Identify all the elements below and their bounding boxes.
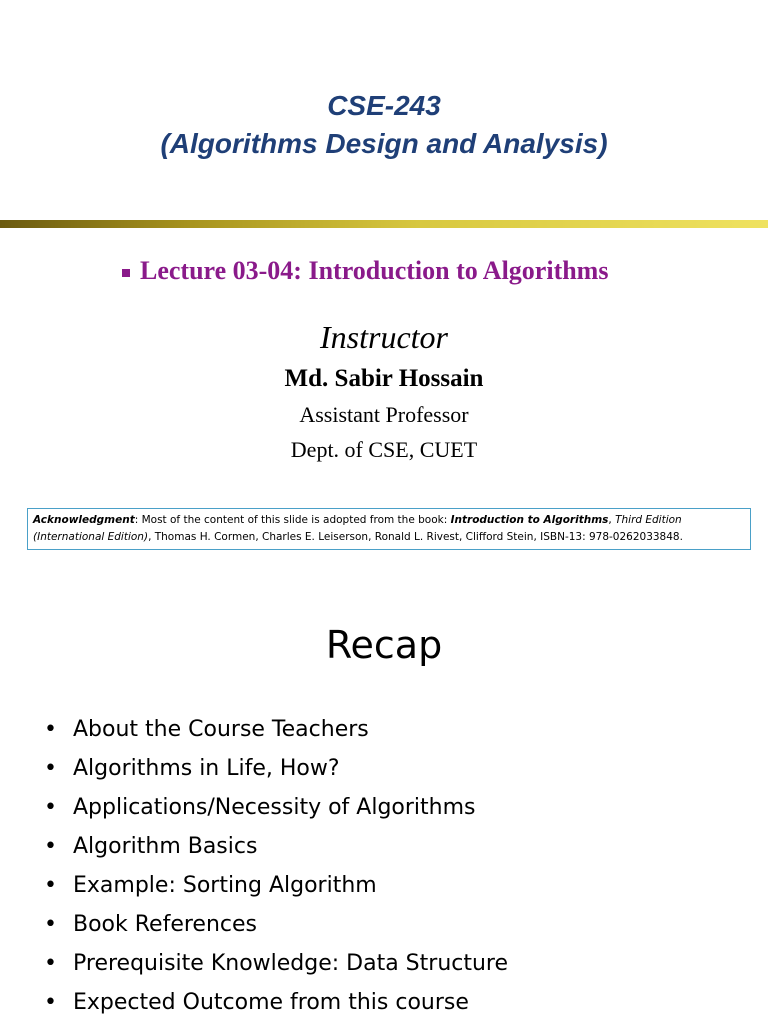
- bullet-dot-icon: •: [44, 834, 57, 859]
- acknowledgment-text: : Most of the content of this slide is adopted from the book:: [134, 514, 451, 526]
- bullet-dot-icon: •: [44, 717, 57, 742]
- recap-title: Recap: [325, 623, 443, 667]
- list-item: • About the Course Teachers: [44, 710, 508, 749]
- recap-list: [44, 710, 508, 1022]
- list-item: • Applications/Necessity of Algorithms: [44, 788, 508, 827]
- list-item: • Expected Outcome from this course: [44, 983, 508, 1022]
- list-item: • Algorithm Basics: [44, 827, 508, 866]
- bullet-dot-icon: •: [44, 990, 57, 1015]
- recap-slide: [0, 576, 768, 1024]
- course-name: (Algorithms Design and Analysis): [160, 128, 608, 159]
- instructor-dept: Dept. of CSE, CUET: [290, 437, 478, 462]
- bullet-dot-icon: •: [44, 912, 57, 937]
- bullet-dot-icon: •: [44, 756, 57, 781]
- book-edition: Third Edition (International Edition): [33, 514, 682, 543]
- list-item: • Example: Sorting Algorithm: [44, 866, 508, 905]
- lecture-title: Lecture 03-04: Introduction to Algorithms: [140, 256, 609, 285]
- instructor-title: Assistant Professor: [299, 402, 469, 427]
- instructor-name: Md. Sabir Hossain: [284, 365, 484, 392]
- title-divider-bar: [0, 220, 768, 228]
- bullet-dot-icon: •: [44, 951, 57, 976]
- course-code: CSE-243: [327, 90, 441, 121]
- acknowledgment-separator: ,: [608, 514, 616, 526]
- list-item: • Prerequisite Knowledge: Data Structure: [44, 944, 508, 983]
- list-item: • Book References: [44, 905, 508, 944]
- lecture-heading: [122, 256, 608, 286]
- instructor-label: Instructor: [320, 319, 448, 355]
- acknowledgment-box: [27, 508, 751, 550]
- book-title: Introduction to Algorithms: [450, 514, 609, 526]
- acknowledgment-label: Acknowledgment: [33, 514, 135, 526]
- square-bullet-icon: [122, 269, 130, 277]
- bullet-dot-icon: •: [44, 873, 57, 898]
- list-item: • Algorithms in Life, How?: [44, 749, 508, 788]
- book-authors: , Thomas H. Cormen, Charles E. Leiserson, Ronald L. Rivest, Clifford Stein, ISBN-13: 978-0262033848.: [148, 531, 683, 543]
- bullet-dot-icon: •: [44, 795, 57, 820]
